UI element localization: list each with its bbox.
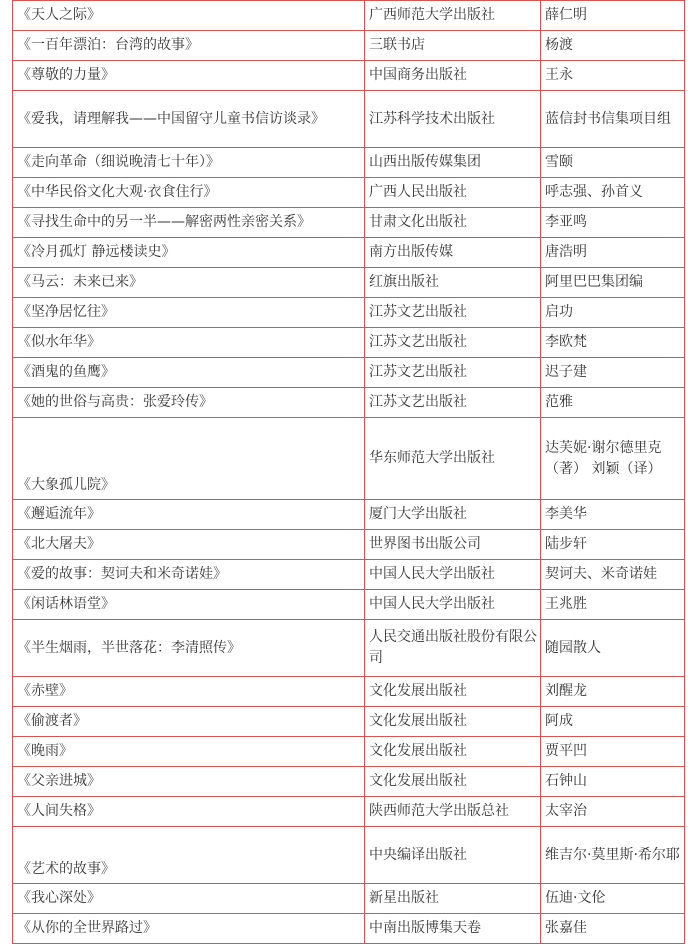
publisher-cell: 华东师范大学出版社 — [365, 418, 541, 500]
table-row — [13, 530, 685, 560]
table-row — [13, 388, 685, 418]
publisher-cell: 南方出版传媒 — [365, 238, 541, 268]
table-row — [13, 677, 685, 707]
publisher-cell: 文化发展出版社 — [365, 767, 541, 797]
publisher-cell: 江苏科学技术出版社 — [365, 91, 541, 148]
book-title-cell: 《闲话林语堂》 — [13, 590, 365, 620]
publisher-cell: 新星出版社 — [365, 884, 541, 914]
table-row — [13, 208, 685, 238]
table-row — [13, 884, 685, 914]
author-cell: 维吉尔·莫里斯·希尔耶 — [541, 827, 685, 884]
publisher-cell: 甘肃文化出版社 — [365, 208, 541, 238]
table-row — [13, 31, 685, 61]
publisher-cell: 文化发展出版社 — [365, 677, 541, 707]
author-cell: 迟子建 — [541, 358, 685, 388]
author-cell: 雪颐 — [541, 148, 685, 178]
author-cell: 贾平凹 — [541, 737, 685, 767]
table-row — [13, 1, 685, 31]
table-row — [13, 707, 685, 737]
publisher-cell: 江苏文艺出版社 — [365, 328, 541, 358]
author-cell: 杨渡 — [541, 31, 685, 61]
table-row — [13, 500, 685, 530]
publisher-cell: 中国商务出版社 — [365, 61, 541, 91]
author-cell: 阿成 — [541, 707, 685, 737]
book-list-table — [12, 0, 685, 944]
publisher-cell: 江苏文艺出版社 — [365, 298, 541, 328]
author-cell: 阿里巴巴集团编 — [541, 268, 685, 298]
author-cell: 李美华 — [541, 500, 685, 530]
book-title-cell: 《坚净居忆往》 — [13, 298, 365, 328]
author-cell: 薛仁明 — [541, 1, 685, 31]
author-cell: 李欧梵 — [541, 328, 685, 358]
book-title-cell: 《走向革命（细说晚清七十年）》 — [13, 148, 365, 178]
author-cell: 王永 — [541, 61, 685, 91]
author-cell: 范雅 — [541, 388, 685, 418]
book-title-cell: 《人间失格》 — [13, 797, 365, 827]
book-title-cell: 《偷渡者》 — [13, 707, 365, 737]
author-cell: 王兆胜 — [541, 590, 685, 620]
book-title-cell: 《她的世俗与高贵：张爱玲传》 — [13, 388, 365, 418]
author-cell: 达芙妮·谢尔德里克（著） 刘颖（译） — [541, 418, 685, 500]
author-cell: 蓝信封书信集项目组 — [541, 91, 685, 148]
table-row — [13, 620, 685, 677]
book-title-cell: 《天人之际》 — [13, 1, 365, 31]
publisher-cell: 中国人民大学出版社 — [365, 590, 541, 620]
book-title-cell: 《似水年华》 — [13, 328, 365, 358]
publisher-cell: 文化发展出版社 — [365, 737, 541, 767]
book-title-cell: 《爱我，请理解我——中国留守儿童书信访谈录》 — [13, 91, 365, 148]
book-title-cell: 《爱的故事：契诃夫和米奇诺娃》 — [13, 560, 365, 590]
publisher-cell: 红旗出版社 — [365, 268, 541, 298]
publisher-cell: 三联书店 — [365, 31, 541, 61]
book-title-cell: 《晚雨》 — [13, 737, 365, 767]
author-cell: 契诃夫、米奇诺娃 — [541, 560, 685, 590]
author-cell: 随园散人 — [541, 620, 685, 677]
publisher-cell: 中央编译出版社 — [365, 827, 541, 884]
table-row — [13, 178, 685, 208]
table-row — [13, 268, 685, 298]
publisher-cell: 山西出版传媒集团 — [365, 148, 541, 178]
table-row — [13, 560, 685, 590]
publisher-cell: 厦门大学出版社 — [365, 500, 541, 530]
table-row — [13, 61, 685, 91]
author-cell: 石钟山 — [541, 767, 685, 797]
book-title-cell: 《邂逅流年》 — [13, 500, 365, 530]
table-row — [13, 767, 685, 797]
table-row — [13, 358, 685, 388]
table-row — [13, 148, 685, 178]
publisher-cell: 中南出版博集天卷 — [365, 914, 541, 944]
table-row — [13, 590, 685, 620]
author-cell: 李亚鸣 — [541, 208, 685, 238]
author-cell: 刘醒龙 — [541, 677, 685, 707]
book-title-cell: 《半生烟雨，半世落花：李清照传》 — [13, 620, 365, 677]
publisher-cell: 文化发展出版社 — [365, 707, 541, 737]
book-title-cell: 《中华民俗文化大观·衣食住行》 — [13, 178, 365, 208]
book-title-cell: 《大象孤儿院》 — [13, 418, 365, 500]
table-row — [13, 328, 685, 358]
publisher-cell: 广西人民出版社 — [365, 178, 541, 208]
author-cell: 伍迪·文伦 — [541, 884, 685, 914]
table-row — [13, 914, 685, 944]
publisher-cell: 江苏文艺出版社 — [365, 358, 541, 388]
author-cell: 启功 — [541, 298, 685, 328]
publisher-cell: 世界图书出版公司 — [365, 530, 541, 560]
book-title-cell: 《尊敬的力量》 — [13, 61, 365, 91]
author-cell: 太宰治 — [541, 797, 685, 827]
table-row — [13, 91, 685, 148]
author-cell: 陆步轩 — [541, 530, 685, 560]
author-cell: 呼志强、孙首义 — [541, 178, 685, 208]
book-title-cell: 《我心深处》 — [13, 884, 365, 914]
publisher-cell: 中国人民大学出版社 — [365, 560, 541, 590]
book-title-cell: 《从你的全世界路过》 — [13, 914, 365, 944]
book-title-cell: 《酒鬼的鱼鹰》 — [13, 358, 365, 388]
book-title-cell: 《一百年漂泊：台湾的故事》 — [13, 31, 365, 61]
book-title-cell: 《寻找生命中的另一半——解密两性亲密关系》 — [13, 208, 365, 238]
publisher-cell: 陕西师范大学出版总社 — [365, 797, 541, 827]
book-title-cell: 《冷月孤灯 静远楼读史》 — [13, 238, 365, 268]
table-row — [13, 418, 685, 500]
publisher-cell: 广西师范大学出版社 — [365, 1, 541, 31]
publisher-cell: 人民交通出版社股份有限公司 — [365, 620, 541, 677]
book-title-cell: 《赤壁》 — [13, 677, 365, 707]
book-title-cell: 《父亲进城》 — [13, 767, 365, 797]
publisher-cell: 江苏文艺出版社 — [365, 388, 541, 418]
table-row — [13, 827, 685, 884]
book-title-cell: 《马云：未来已来》 — [13, 268, 365, 298]
author-cell: 张嘉佳 — [541, 914, 685, 944]
table-row — [13, 737, 685, 767]
table-row — [13, 238, 685, 268]
table-row — [13, 797, 685, 827]
author-cell: 唐浩明 — [541, 238, 685, 268]
table-row — [13, 298, 685, 328]
book-title-cell: 《艺术的故事》 — [13, 827, 365, 884]
book-title-cell: 《北大屠夫》 — [13, 530, 365, 560]
